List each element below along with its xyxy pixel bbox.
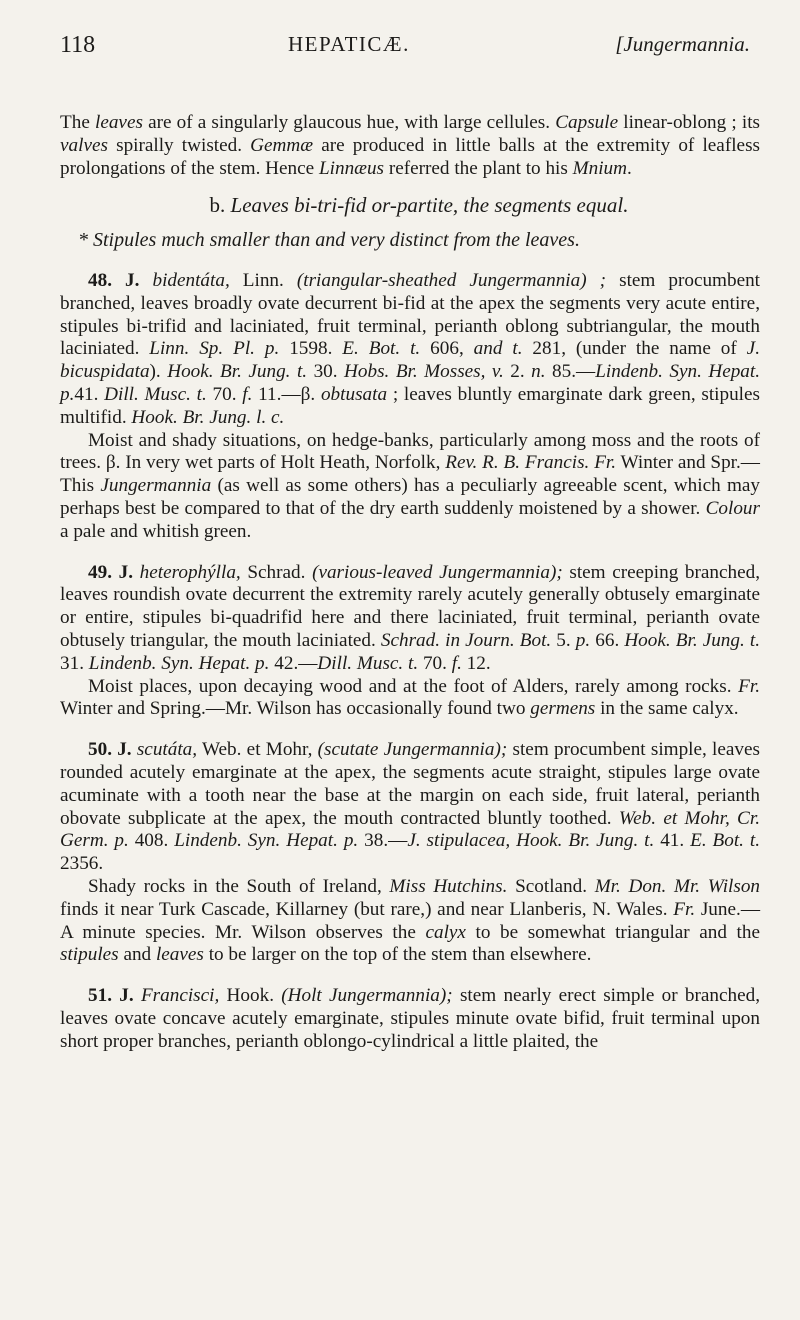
species-51-description: 51. J. Francisci, Hook. (Holt Jungermannia); stem nearly erect simple or branched, leaves ovate concave acutely emarginate, stipules minute ovate bifid, fruit terminal upon short proper branches, perianth oblongo-cylindrical a little plaited, the	[60, 985, 761, 1052]
species-48-description: 48. J. bidentáta, Linn. (triangular-sheathed Jungermannia) ; stem procumbent branched, leaves broadly ovate decurrent bi-fid at the apex the segments very acute entire, stipules bi-trifid and laciniated, fruit terminal, perianth oblong subtriangular, the mouth laciniated. Linn. Sp. Pl. p. 1598. E. Bot. t. 606, and t. 281, (under the name of J. bicuspidata). Hook. Br. Jung. t. 30. Hobs. Br. Mosses, v. 2. n. 85.—Lindenb. Syn. Hepat. p.41. Dill. Musc. t. 70. f. 11.—β. obtusata ; leaves bluntly emarginate dark green, stipules multifid. Hook. Br. Jung. l. c.	[60, 269, 761, 428]
section-heading: b. Leaves bi-tri-fid or-partite, the segments equal.	[209, 193, 629, 218]
species-50-habitat: Shady rocks in the South of Ireland, Miss Hutchins. Scotland. Mr. Don. Mr. Wilson finds it near Turk Cascade, Killarney (but rare,) and near Llanberis, N. Wales. Fr. June.—A minute species. Mr. Wilson observes the calyx to be somewhat triangular and the stipules and leaves to be larger on the top of the stem than elsewhere.	[60, 875, 761, 966]
intro-paragraph: The leaves are of a singularly glaucous hue, with large cellules. Capsule linear-oblong ; its valves spirally twisted. Gemmæ are produced in little balls at the extremity of leafless prolongations of the stem. Hence Linnæus referred the plant to his Mnium.	[60, 112, 760, 179]
species-50-description: 50. J. scutáta, Web. et Mohr, (scutate Jungermannia); stem procumbent simple, leaves rounded acutely emarginate at the apex, the segments acute straight, stipules large ovate acuminate with a tooth near the base at the margin on each side, fruit lateral, perianth obovate subplicate at the apex, the mouth contracted bluntly toothed. Web. et Mohr, Cr. Germ. p. 408. Lindenb. Syn. Hepat. p. 38.—J. stipulacea, Hook. Br. Jung. t. 41. E. Bot. t. 2356.	[60, 739, 761, 875]
running-header	[60, 26, 750, 66]
species-49-habitat: Moist places, upon decaying wood and at the foot of Alders, rarely among rocks. Fr. Winter and Spring.—Mr. Wilson has occasionally found two germens in the same calyx.	[60, 675, 760, 720]
page-body	[60, 112, 760, 1053]
species-48-habitat: Moist and shady situations, on hedge-banks, particularly among moss and the roots of trees. β. In very wet parts of Holt Heath, Norfolk, Rev. R. B. Francis. Fr. Winter and Spr.—This Jungermannia (as well as some others) has a peculiarly agreeable scent, which may perhaps best be compared to that of the dry earth suddenly moistened by a shower. Colour a pale and whitish green.	[60, 429, 760, 542]
running-genus: [Jungermannia.	[615, 32, 750, 56]
running-title: HEPATICÆ.	[288, 32, 410, 56]
page-number: 118	[60, 32, 96, 58]
species-49-description: 49. J. heterophýlla, Schrad. (various-leaved Jungermannia); stem creeping branched, leaves roundish ovate decurrent the extremity rarely acutely generally obtusely emarginate or entire, stipules bi-quadrifid here and there laciniated, fruit terminal, perianth ovate obtusely triangular, the mouth laciniated. Schrad. in Journ. Bot. 5. p. 66. Hook. Br. Jung. t. 31. Lindenb. Syn. Hepat. p. 42.—Dill. Musc. t. 70. f. 12.	[60, 561, 761, 674]
stipules-note: * Stipules much smaller than and very distinct from the leaves.	[78, 229, 580, 252]
